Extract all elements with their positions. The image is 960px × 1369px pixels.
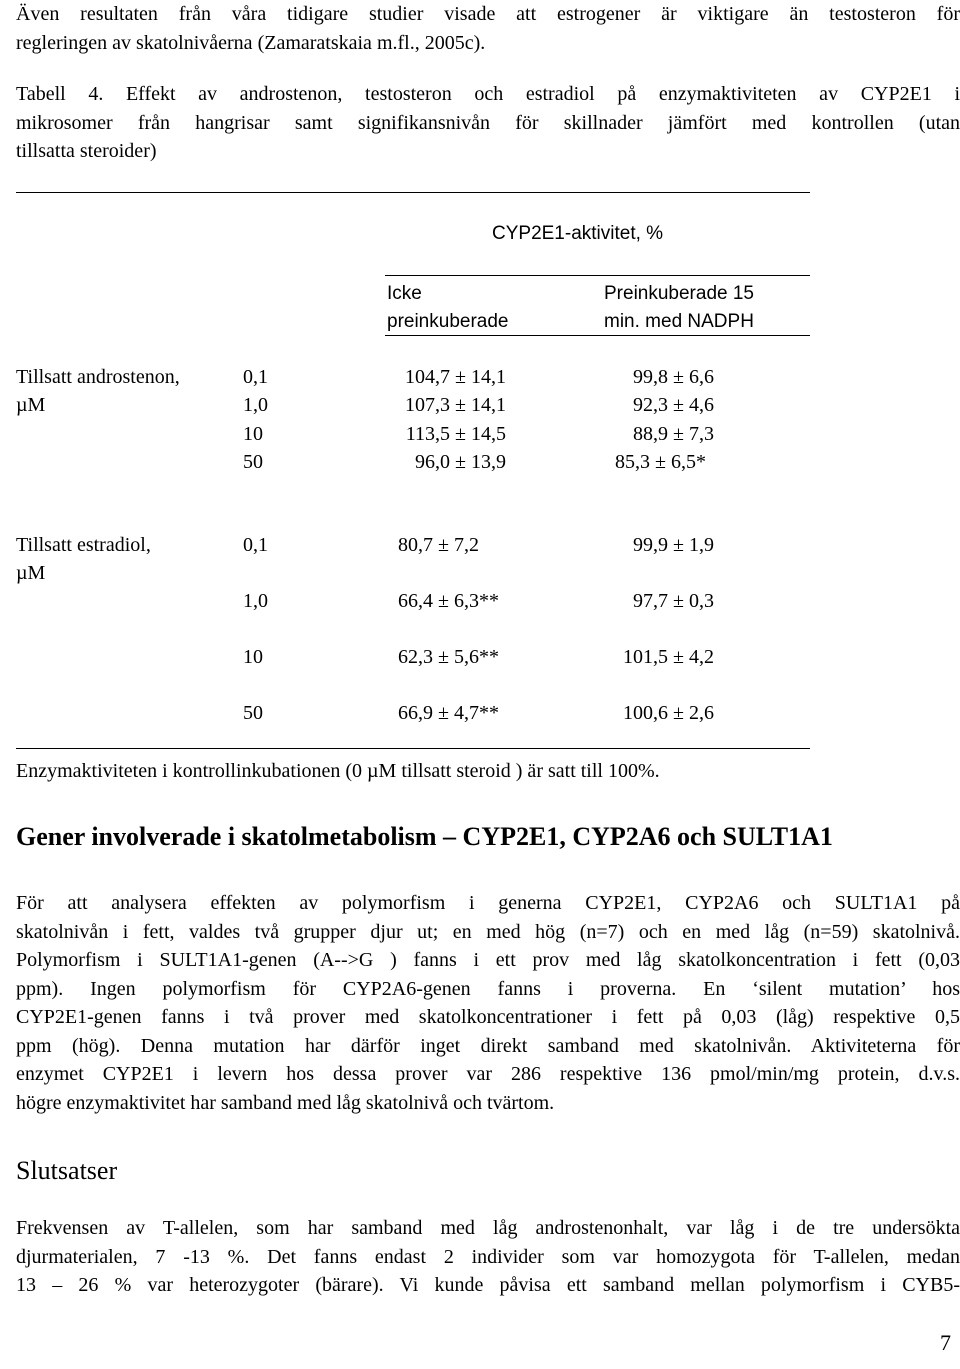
paragraph-line: Polymorfism i SULT1A1-genen (A-->G ) fanns i ett prov med låg skatolkoncentration i fett (0,03 bbox=[16, 949, 960, 971]
value-cell-b: 85,3 ± 6,5* bbox=[615, 451, 706, 473]
table-row bbox=[243, 363, 268, 391]
concentration-cell: 0,1 bbox=[243, 366, 268, 388]
value-cell-b: 92,3 ± 4,6 bbox=[633, 394, 714, 416]
concentration-cell: 10 bbox=[243, 423, 263, 445]
value-cell-a: 96,0 ± 13,9 bbox=[415, 451, 506, 473]
caption-line: Tabell 4. Effekt av androstenon, testosteron och estradiol på enzymaktiviteten av CYP2E1 i bbox=[16, 83, 960, 105]
column-header-line: Preinkuberade 15 bbox=[604, 283, 754, 304]
table-footnote: Enzymaktiviteten i kontrollinkubationen (0 µM tillsatt steroid ) är satt till 100%. bbox=[16, 760, 660, 782]
value-cell-b: 100,6 ± 2,6 bbox=[623, 702, 714, 724]
table-group-rule bbox=[385, 275, 810, 276]
paragraph-line: djurmaterialen, 7 -13 %. Det fanns endast 2 individer som var homozygota för T-allelen, medan bbox=[16, 1245, 960, 1268]
value-cell-b: 88,9 ± 7,3 bbox=[633, 423, 714, 445]
value-cell-a: 113,5 ± 14,5 bbox=[405, 423, 506, 445]
column-header-line: preinkuberade bbox=[387, 311, 509, 332]
value-cell-a: 104,7 ± 14,1 bbox=[405, 366, 506, 388]
value-cell-b: 99,8 ± 6,6 bbox=[633, 366, 714, 388]
concentration-cell: 50 bbox=[243, 702, 263, 724]
column-header-line: min. med NADPH bbox=[604, 311, 754, 332]
paragraph-line: 13 – 26 % var heterozygoter (bärare). Vi kunde påvisa ett samband mellan polymorfism i CYB5- bbox=[16, 1274, 960, 1296]
table-bottom-rule bbox=[16, 748, 810, 749]
caption-line: tillsatta steroider) bbox=[16, 140, 157, 162]
table-group-header: CYP2E1-aktivitet, % bbox=[492, 223, 664, 244]
concentration-cell: 50 bbox=[243, 451, 263, 473]
group-label-line: µM bbox=[16, 562, 46, 584]
group-label-line: µM bbox=[16, 394, 46, 416]
group-label-androstenon bbox=[16, 363, 180, 419]
value-cell-a: 62,3 ± 5,6** bbox=[398, 646, 499, 668]
intro-paragraph bbox=[16, 0, 960, 57]
table-caption bbox=[16, 80, 960, 166]
table-row bbox=[243, 587, 268, 615]
table-row bbox=[243, 391, 268, 419]
column-header-preincubated bbox=[604, 280, 754, 336]
paragraph-line: ppm). Ingen polymorfism för CYP2A6-genen fanns i proverna. En ‘silent mutation’ hos bbox=[16, 977, 960, 1000]
value-cell-a: 80,7 ± 7,2 bbox=[398, 534, 479, 556]
concentration-cell: 10 bbox=[243, 646, 263, 668]
group-label-line: Tillsatt estradiol, bbox=[16, 534, 151, 556]
section-conclusions-paragraph bbox=[16, 1214, 960, 1300]
group-label-estradiol bbox=[16, 531, 151, 587]
concentration-cell: 0,1 bbox=[243, 534, 268, 556]
section-heading-conclusions: Slutsatser bbox=[16, 1156, 118, 1185]
table-row bbox=[243, 448, 263, 476]
table-header-rule bbox=[385, 335, 810, 336]
value-cell-a: 66,9 ± 4,7** bbox=[398, 702, 499, 724]
table-row bbox=[243, 699, 263, 727]
section-heading-genes: Gener involverade i skatolmetabolism – CYP2E1, CYP2A6 och SULT1A1 bbox=[16, 822, 833, 851]
table-top-rule bbox=[16, 192, 810, 193]
value-cell-b: 99,9 ± 1,9 bbox=[633, 534, 714, 556]
paragraph-line: skatolnivån i fett, valdes två grupper djur ut; en med hög (n=7) och en med låg (n=59) skatolnivå. bbox=[16, 920, 960, 943]
value-cell-a: 66,4 ± 6,3** bbox=[398, 590, 499, 612]
caption-line: mikrosomer från hangrisar samt signifikansnivån för skillnader jämfört med kontrollen (utan bbox=[16, 111, 960, 134]
concentration-cell: 1,0 bbox=[243, 590, 268, 612]
paragraph-line: enzymet CYP2E1 i levern hos dessa prover var 286 respektive 136 pmol/min/mg protein, d.v.s. bbox=[16, 1063, 960, 1085]
paragraph-line: Frekvensen av T-allelen, som har samband med låg androstenonhalt, var låg i de tre undersökta bbox=[16, 1217, 960, 1239]
paragraph-line: CYP2E1-genen fanns i två prover med skatolkoncentrationer i fett på 0,03 (låg) respektive 0,5 bbox=[16, 1006, 960, 1028]
table-row bbox=[243, 643, 263, 671]
value-cell-b: 97,7 ± 0,3 bbox=[633, 590, 714, 612]
page-number: 7 bbox=[940, 1330, 951, 1355]
group-label-line: Tillsatt androstenon, bbox=[16, 366, 180, 388]
paragraph-line: högre enzymaktivitet har samband med låg skatolnivå och tvärtom. bbox=[16, 1091, 555, 1114]
paragraph-line: ppm (hög). Denna mutation har därför inget direkt samband med skatolnivån. Aktiviteterna för bbox=[16, 1034, 960, 1057]
value-cell-b: 101,5 ± 4,2 bbox=[623, 646, 714, 668]
table-row bbox=[243, 420, 263, 448]
value-cell-a: 107,3 ± 14,1 bbox=[405, 394, 506, 416]
column-header-not-preincubated bbox=[387, 280, 508, 336]
paragraph-line: För att analysera effekten av polymorfism i generna CYP2E1, CYP2A6 och SULT1A1 på bbox=[16, 892, 960, 914]
section-genes-paragraph bbox=[16, 889, 960, 1117]
concentration-cell: 1,0 bbox=[243, 394, 268, 416]
intro-line: Även resultaten från våra tidigare studier visade att estrogener är viktigare än testosteron för bbox=[16, 3, 960, 25]
intro-line: regleringen av skatolnivåerna (Zamaratskaia m.fl., 2005c). bbox=[16, 31, 486, 54]
column-header-line: Icke bbox=[387, 283, 422, 304]
table-row bbox=[243, 531, 268, 559]
